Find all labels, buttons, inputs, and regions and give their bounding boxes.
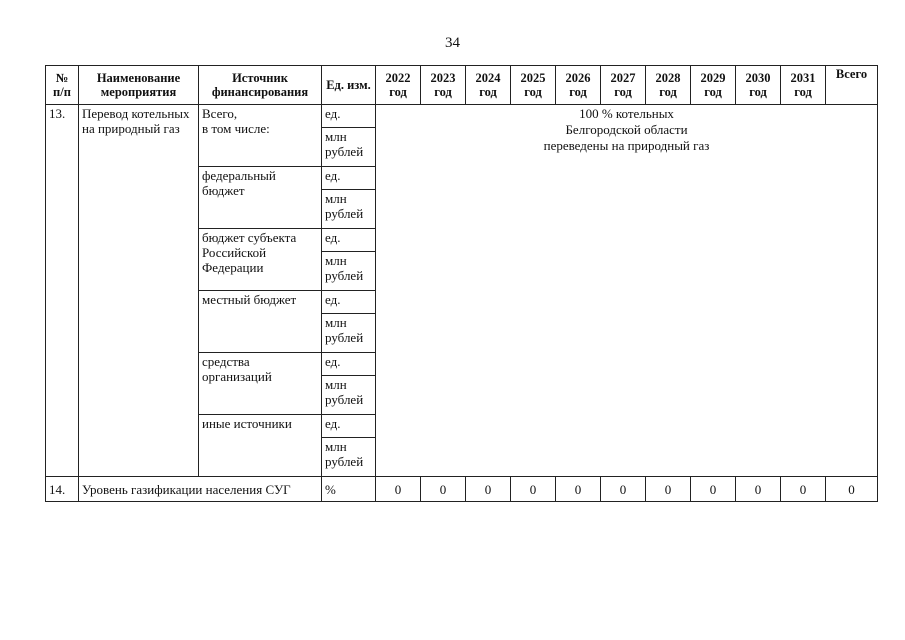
page-number: 34 <box>445 35 460 51</box>
unit-cell: ед. <box>322 105 376 128</box>
header-unit: Ед. изм. <box>322 66 376 105</box>
value-cell: 0 <box>466 477 511 502</box>
header-num: № п/п <box>46 66 79 105</box>
source-label: Всего, в том числе: <box>199 105 322 167</box>
unit-cell: млн рублей <box>322 252 376 291</box>
unit-cell: млн рублей <box>322 438 376 477</box>
header-year: 2026 год <box>556 66 601 105</box>
value-cell: 0 <box>421 477 466 502</box>
source-label: средства организаций <box>199 353 322 415</box>
value-cell: 0 <box>511 477 556 502</box>
unit-cell: ед. <box>322 167 376 190</box>
row14-name: Уровень газификации населения СУГ <box>79 477 322 502</box>
row13-merged-note: 100 % котельных Белгородской области переведены на природный газ <box>376 105 878 477</box>
value-cell: 0 <box>736 477 781 502</box>
header-year: 2029 год <box>691 66 736 105</box>
value-cell: 0 <box>646 477 691 502</box>
unit-cell: ед. <box>322 415 376 438</box>
header-year: 2023 год <box>421 66 466 105</box>
row13-name: Перевод котельных на природный газ <box>79 105 199 477</box>
header-source: Источник финансирования <box>199 66 322 105</box>
header-name: Наименование мероприятия <box>79 66 199 105</box>
source-label: бюджет субъекта Российской Федерации <box>199 229 322 291</box>
row14-unit: % <box>322 477 376 502</box>
unit-cell: ед. <box>322 229 376 252</box>
unit-cell: млн рублей <box>322 190 376 229</box>
value-cell-total: 0 <box>826 477 878 502</box>
header-year: 2022 год <box>376 66 421 105</box>
value-cell: 0 <box>376 477 421 502</box>
unit-cell: ед. <box>322 353 376 376</box>
unit-cell: млн рублей <box>322 376 376 415</box>
row13-num: 13. <box>46 105 79 477</box>
source-label: федеральный бюджет <box>199 167 322 229</box>
header-total: Всего <box>826 66 878 105</box>
value-cell: 0 <box>781 477 826 502</box>
header-year: 2025 год <box>511 66 556 105</box>
header-year: 2030 год <box>736 66 781 105</box>
table-row <box>46 477 878 502</box>
unit-cell: млн рублей <box>322 314 376 353</box>
row14-num: 14. <box>46 477 79 502</box>
value-cell: 0 <box>691 477 736 502</box>
value-cell: 0 <box>556 477 601 502</box>
header-year: 2024 год <box>466 66 511 105</box>
gasification-table <box>45 65 878 502</box>
header-year: 2027 год <box>601 66 646 105</box>
header-year: 2028 год <box>646 66 691 105</box>
header-row <box>46 66 878 105</box>
unit-cell: млн рублей <box>322 128 376 167</box>
source-label: иные источники <box>199 415 322 477</box>
table-row <box>46 105 878 128</box>
source-label: местный бюджет <box>199 291 322 353</box>
unit-cell: ед. <box>322 291 376 314</box>
value-cell: 0 <box>601 477 646 502</box>
header-year: 2031 год <box>781 66 826 105</box>
